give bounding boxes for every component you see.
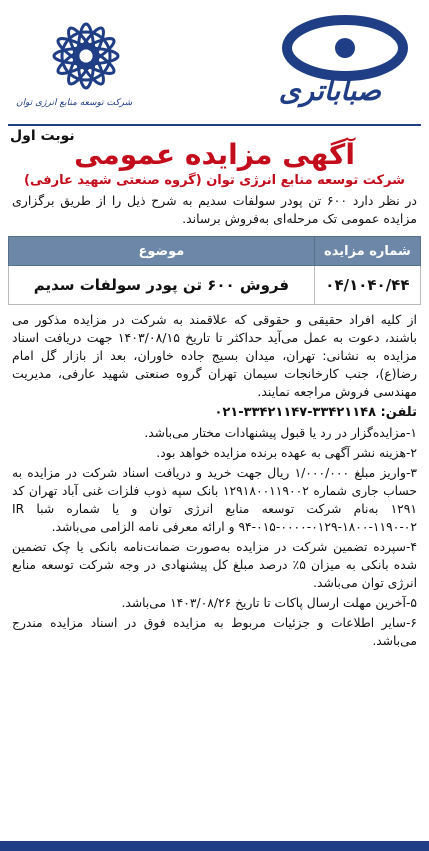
bottom-brand-line: [0, 841, 429, 851]
auction-subject: فروش ۶۰۰ تن پودر سولفات سدیم: [9, 266, 315, 305]
list-item: ۱-مزایده‌گزار در رد یا قبول پیشنهادات مختار می‌باشد.: [144, 426, 417, 440]
table-header-row: [9, 237, 421, 266]
list-item: ۵-آخرین مهلت ارسال پاکات تا تاریخ ۱۴۰۳/۰۸/۲۶ می‌باشد.: [121, 596, 417, 610]
notice-subtitle: شرکت توسعه منابع انرژی توان (گروه صنعتی شهید عارفی): [24, 173, 405, 188]
list-item: ۲-هزینه نشر آگهی به عهده برنده مزایده خواهد بود.: [156, 446, 417, 460]
notice-title: آگهی مزایده عمومی: [74, 138, 355, 171]
table-row: [9, 266, 421, 305]
body-paragraph: از کلیه افراد حقیقی و حقوقی که علاقمند به شرکت در مزایده مذکور می باشند، دعوت به عمل می‌آید حداکثر تا تاریخ ۱۴۰۳/۰۸/۱۵ جهت دریافت اسناد مزایده به نشانی: تهران، میدان بسیج جاده خاوران، بعد از بازار گل امام رضا(ع)، جنب کارخانجات سیمان تهران گروه صنعتی شهید عارفی، مدیریت مهندسی فروش مراجعه نمایند.: [12, 312, 417, 399]
list-item: ۳-واریز مبلغ ۱/۰۰۰/۰۰۰ ریال جهت خرید و دریافت اسناد شرکت در مزایده به حساب جاری شماره ۱۲۹۱۸۰۰۱۱۹۰۰۲ بانک سپه ذوب فلزات غنی آباد تهران کد ۱۲۹۱ به‌نام شرکت توسعه منابع انرژی توان و یا شماره شبا IR ۹۴-۰۱۵-۰۰۰۰-۰۱۲۹-۱۸۰۰-۱۱۹۰-۰۲ و ارائه معرفی نامه الزامی می‌باشد.: [12, 466, 418, 534]
phone-numbers: تلفن: ۳۳۴۲۱۱۴۸-۳۳۴۲۱۱۴۷-۰۲۱: [214, 405, 417, 420]
auction-table: [8, 236, 421, 305]
auction-number: ۰۴/۱۰۴۰/۴۴: [314, 266, 420, 305]
company-small-name: شرکت توسعه منابع انرژی توان: [16, 98, 133, 108]
notice-intro: در نظر دارد ۶۰۰ تن پودر سولفات سدیم به شرح ذیل را از طریق برگزاری مزایده عمومی تک مرحله‌ای به‌فروش برساند.: [12, 193, 417, 226]
conditions-list: [12, 424, 417, 650]
notice-round: نوبت اول: [10, 128, 75, 144]
list-item: ۶-سایر اطلاعات و جزئیات مربوط به مزایده فوق در اسناد مزایده مندرج می‌باشد.: [12, 616, 417, 648]
header: [8, 6, 421, 126]
header-auction-number: شماره مزایده: [314, 237, 420, 266]
header-subject: موضوع: [9, 237, 315, 266]
list-item: ۴-سپرده تضمین شرکت در مزایده به‌صورت ضمانت‌نامه بانکی یا چک تضمین شده بانکی به میزان ۵٪ درصد مبلغ کل پیشنهادی در وجه شرکت توسعه منابع انرژی توان می‌باشد.: [12, 540, 418, 590]
brand-name: صباباتری: [278, 74, 381, 107]
